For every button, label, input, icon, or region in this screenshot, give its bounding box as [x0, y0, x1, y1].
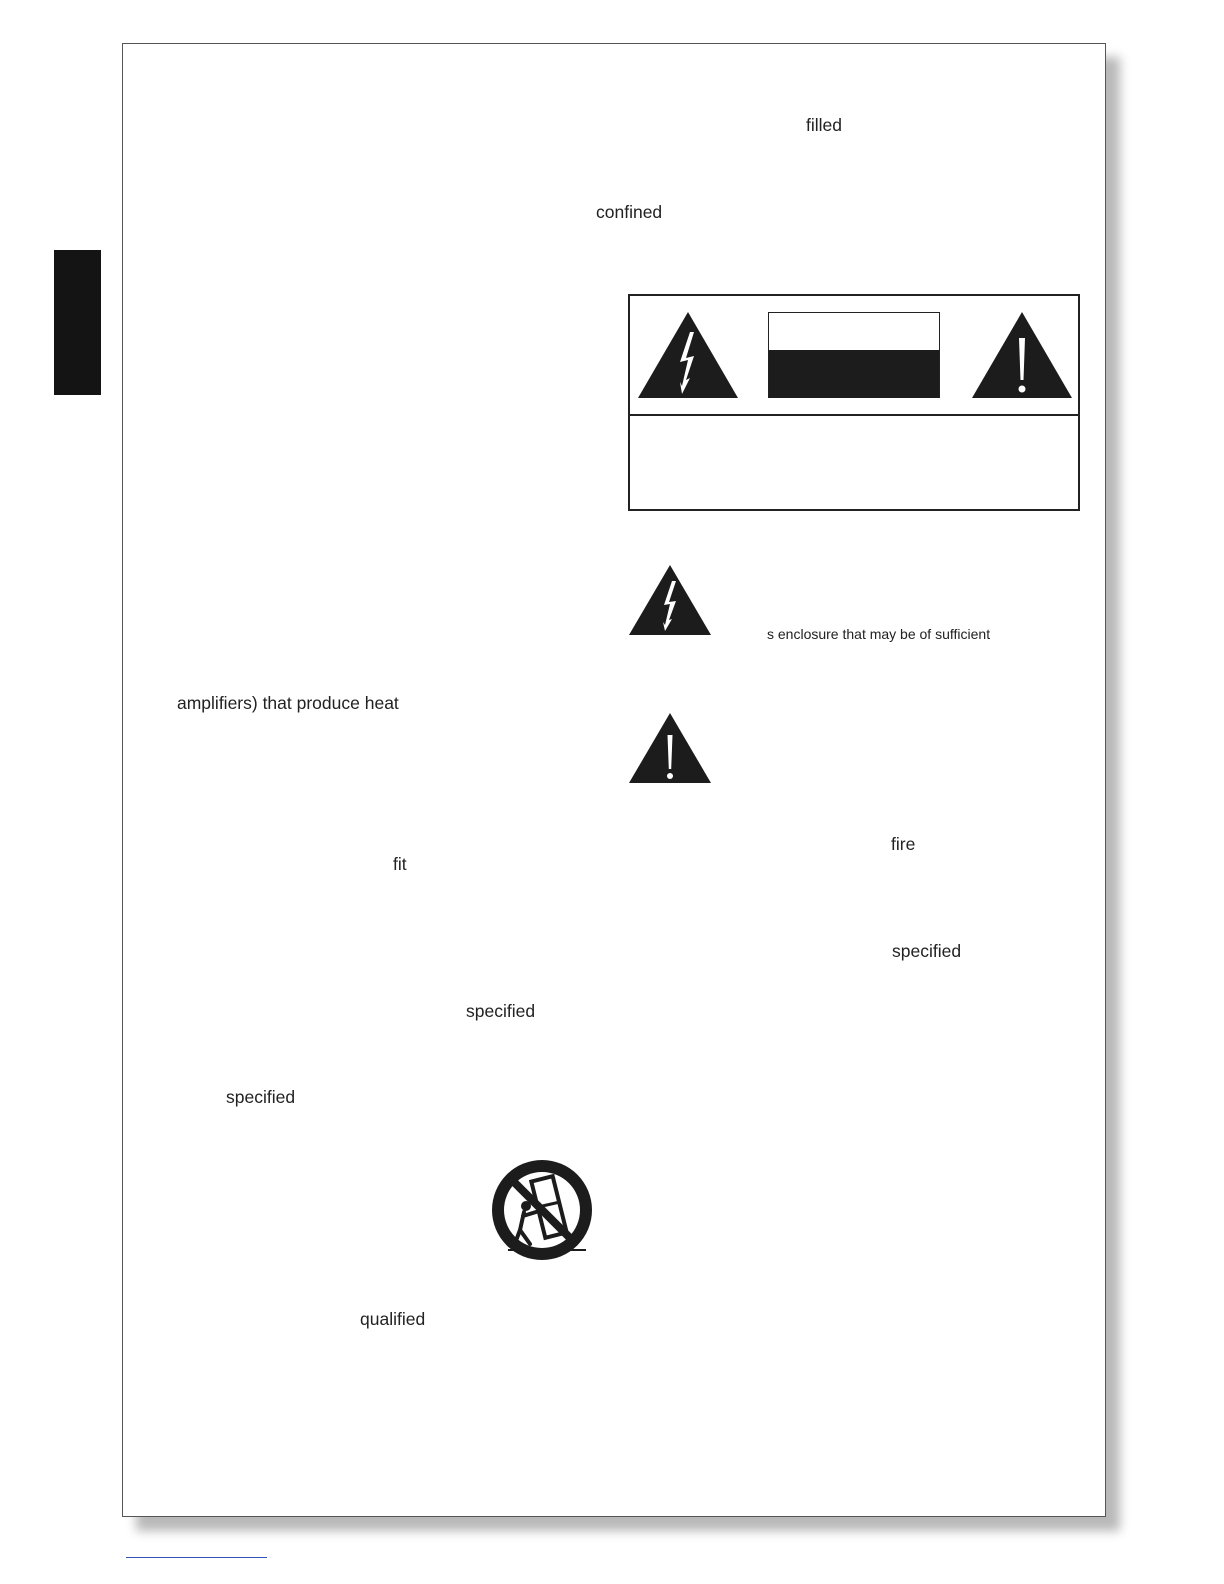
exclamation-symbol-icon	[627, 711, 713, 785]
word-fire: fire	[891, 834, 916, 854]
exclamation-warning-icon	[970, 310, 1074, 400]
word-confined: confined	[596, 202, 663, 222]
word-qualified: qualified	[360, 1309, 426, 1329]
lightning-bolt-symbol-icon	[627, 563, 713, 637]
no-cart-tip-over-icon	[490, 1158, 594, 1262]
shock-warning-panel	[628, 294, 1080, 511]
section-tab	[54, 250, 101, 395]
page-frame	[122, 43, 1106, 1517]
word-amplifiers-heat: amplifiers) that produce heat	[177, 693, 399, 713]
lightning-bolt-warning-icon	[636, 310, 740, 400]
word-specified-2: specified	[226, 1087, 296, 1107]
word-filled: filled	[806, 115, 842, 135]
panel-divider	[630, 414, 1078, 416]
word-fit: fit	[393, 854, 407, 874]
word-specified-1: specified	[466, 1001, 536, 1021]
footer-link-underline[interactable]	[126, 1557, 267, 1558]
word-specified-3: specified	[892, 941, 962, 961]
caution-label	[768, 312, 940, 398]
caution-label-band	[769, 350, 939, 398]
enclosure-note: s enclosure that may be of sufficient	[767, 626, 991, 642]
